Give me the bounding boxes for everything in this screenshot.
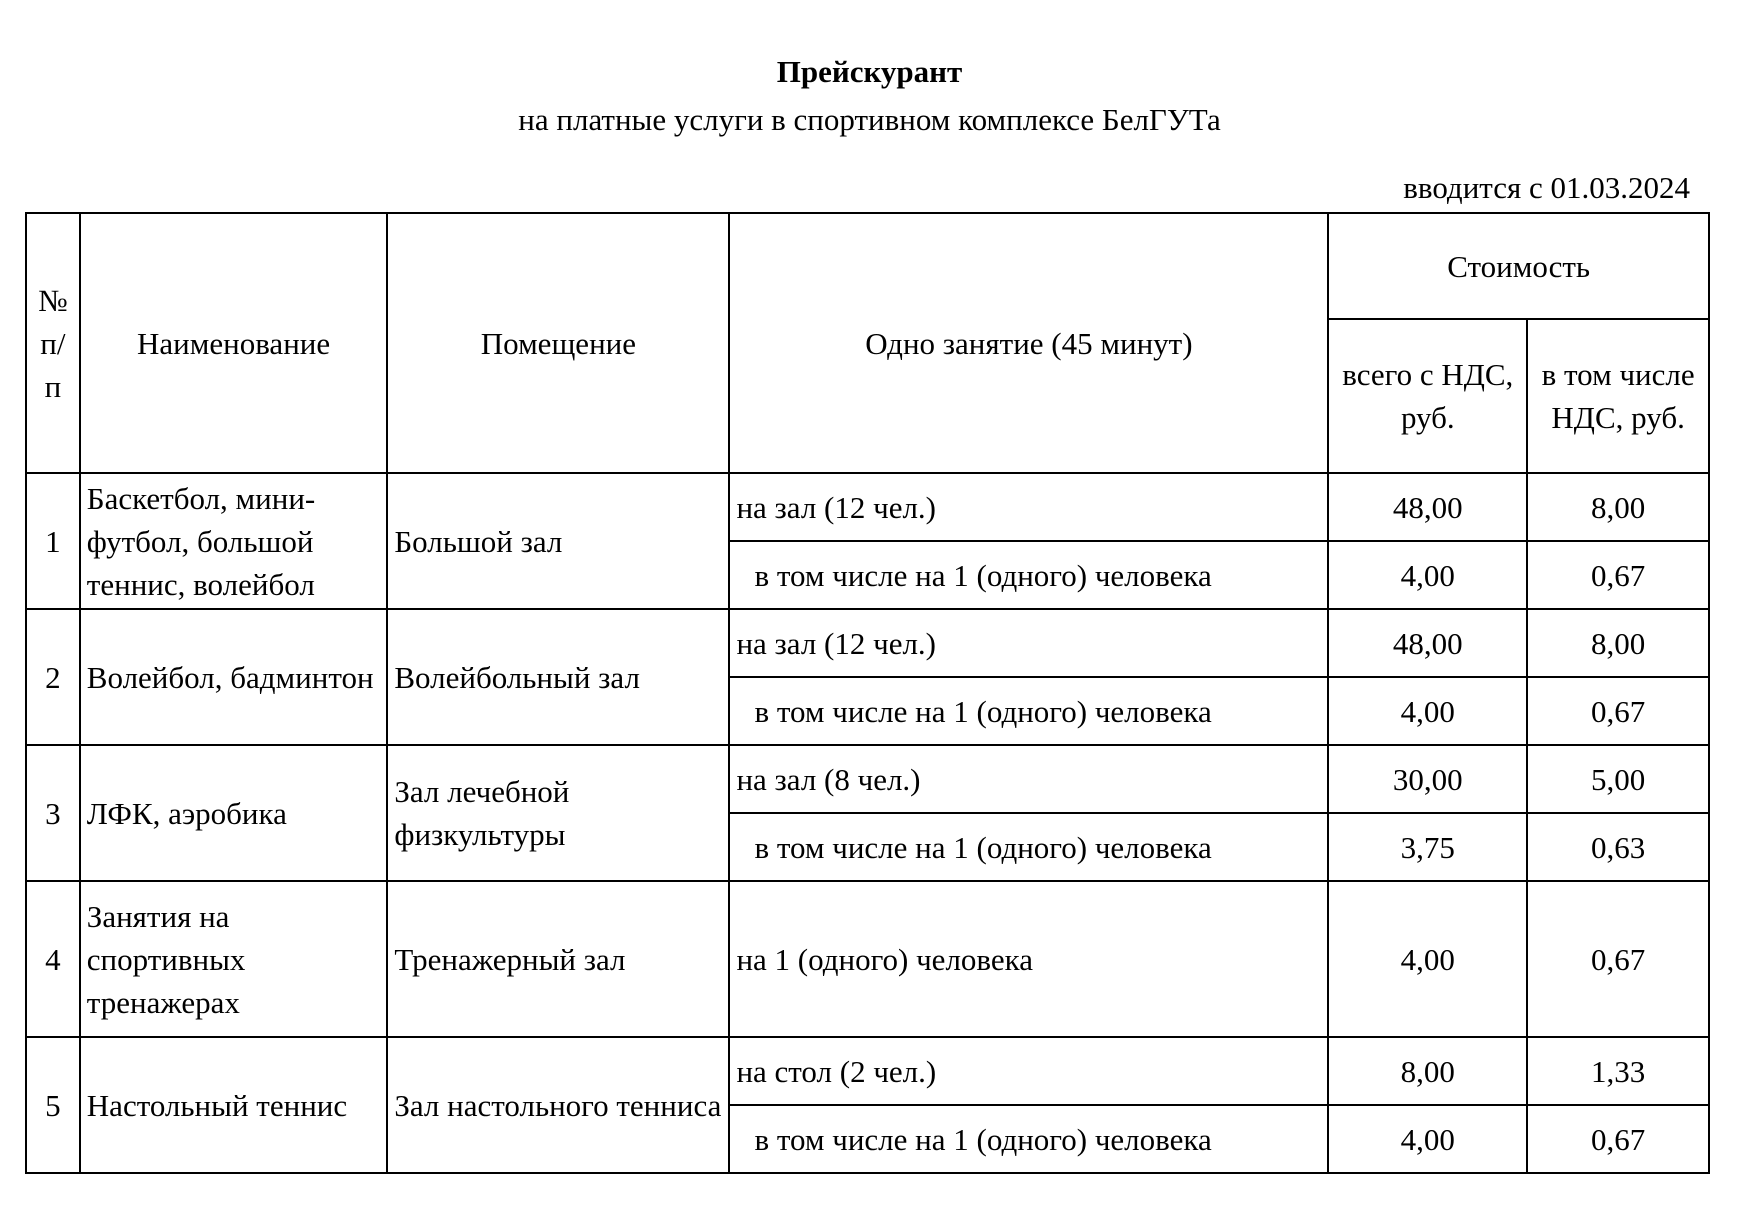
row-item-desc: в том числе на 1 (одного) человека <box>729 541 1328 609</box>
row-name: Занятия на спортивных тренажерах <box>80 881 388 1037</box>
row-item-total: 3,75 <box>1328 813 1527 881</box>
row-num: 3 <box>26 745 80 881</box>
row-item-desc: на зал (12 чел.) <box>729 609 1328 677</box>
table-row <box>26 473 1709 541</box>
effective-date: вводится с 01.03.2024 <box>1403 170 1690 205</box>
header-total: всего с НДС, руб. <box>1328 319 1527 473</box>
row-name: Волейбол, бадминтон <box>80 609 388 745</box>
row-num: 1 <box>26 473 80 609</box>
row-item-vat: 5,00 <box>1527 745 1709 813</box>
price-table <box>25 212 1710 1174</box>
row-name: Настольный теннис <box>80 1037 388 1173</box>
row-item-desc: на 1 (одного) человека <box>729 881 1328 1037</box>
row-item-desc: в том числе на 1 (одного) человека <box>729 1105 1328 1173</box>
header-session: Одно занятие (45 минут) <box>729 213 1328 473</box>
table-row <box>26 609 1709 677</box>
row-item-vat: 0,67 <box>1527 881 1709 1037</box>
table-row <box>26 745 1709 813</box>
row-item-total: 48,00 <box>1328 473 1527 541</box>
row-item-total: 8,00 <box>1328 1037 1527 1105</box>
document-title: Прейскурант <box>776 54 963 89</box>
row-item-total: 30,00 <box>1328 745 1527 813</box>
header-row-top <box>26 213 1709 319</box>
row-num: 5 <box>26 1037 80 1173</box>
row-item-desc: на зал (12 чел.) <box>729 473 1328 541</box>
table-row <box>26 881 1709 1037</box>
row-item-vat: 1,33 <box>1527 1037 1709 1105</box>
row-room: Зал настольного тенниса <box>387 1037 729 1173</box>
row-name: ЛФК, аэробика <box>80 745 388 881</box>
row-item-total: 48,00 <box>1328 609 1527 677</box>
row-room: Тренажерный зал <box>387 881 729 1037</box>
row-name: Баскетбол, мини-футбол, большой теннис, волейбол <box>80 473 388 609</box>
row-item-vat: 0,67 <box>1527 541 1709 609</box>
row-item-desc: в том числе на 1 (одного) человека <box>729 813 1328 881</box>
row-num: 2 <box>26 609 80 745</box>
row-num: 4 <box>26 881 80 1037</box>
row-item-total: 4,00 <box>1328 881 1527 1037</box>
header-vat: в том числе НДС, руб. <box>1527 319 1709 473</box>
table-row <box>26 1037 1709 1105</box>
row-item-total: 4,00 <box>1328 677 1527 745</box>
row-item-total: 4,00 <box>1328 541 1527 609</box>
row-item-total: 4,00 <box>1328 1105 1527 1173</box>
row-item-vat: 8,00 <box>1527 473 1709 541</box>
document-subtitle: на платные услуги в спортивном комплексе БелГУТа <box>518 102 1221 137</box>
row-item-vat: 0,63 <box>1527 813 1709 881</box>
row-room: Волейбольный зал <box>387 609 729 745</box>
header-name: Наименование <box>80 213 388 473</box>
header-room: Помещение <box>387 213 729 473</box>
row-item-vat: 0,67 <box>1527 677 1709 745</box>
row-item-desc: в том числе на 1 (одного) человека <box>729 677 1328 745</box>
row-item-desc: на стол (2 чел.) <box>729 1037 1328 1105</box>
row-room: Зал лечебной физкультуры <box>387 745 729 881</box>
header-cost: Стоимость <box>1328 213 1709 319</box>
row-room: Большой зал <box>387 473 729 609</box>
header-num: № п/п <box>26 213 80 473</box>
row-item-vat: 8,00 <box>1527 609 1709 677</box>
row-item-desc: на зал (8 чел.) <box>729 745 1328 813</box>
row-item-vat: 0,67 <box>1527 1105 1709 1173</box>
